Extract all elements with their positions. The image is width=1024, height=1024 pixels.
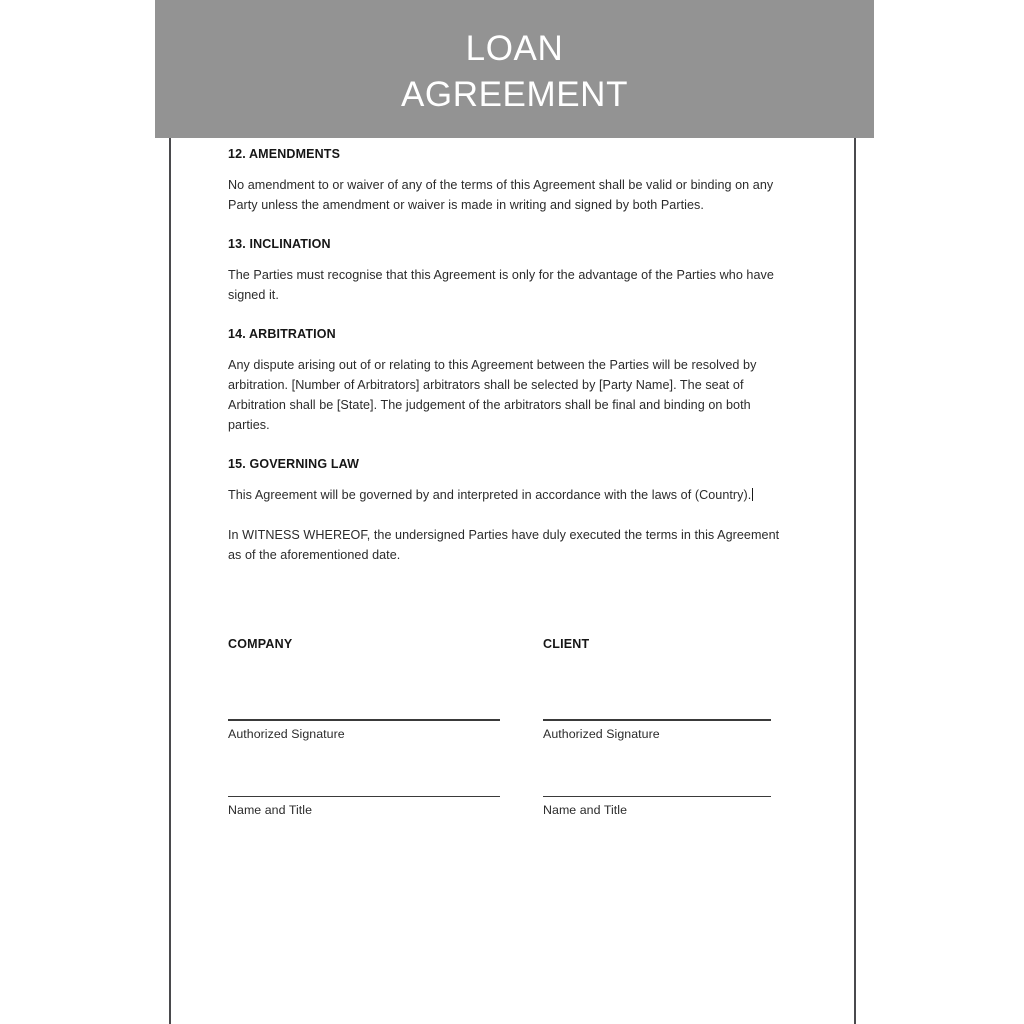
client-name-title-rule	[543, 796, 771, 798]
company-signature-field[interactable]	[228, 719, 500, 743]
client-signature-field[interactable]	[543, 719, 771, 743]
section-heading-arbitration: 14. ARBITRATION	[228, 327, 336, 341]
text-cursor-caret	[752, 488, 753, 501]
company-name-title-field[interactable]	[228, 796, 500, 820]
client-signature-caption: Authorized Signature	[543, 726, 660, 741]
document-title-line-2: AGREEMENT	[400, 75, 629, 114]
company-signature-caption: Authorized Signature	[228, 726, 345, 741]
client-signature-rule	[543, 719, 771, 721]
section-body-inclination[interactable]: The Parties must recognise that this Agreement is only for the advantage of the Parties who have signed it.	[228, 268, 774, 302]
section-body-amendments[interactable]: No amendment to or waiver of any of the terms of this Agreement shall be valid or binding on any Party unless the amendment or waiver is made in writing and signed by both Parties.	[228, 178, 774, 212]
section-body-governing-law[interactable]	[228, 485, 794, 505]
section-body-arbitration[interactable]: Any dispute arising out of or relating to this Agreement between the Parties will be resolved by arbitration. [Number of Arbitrators] arbitrators shall be selected by [Party Name]. The seat of Arbitration shall be [State]. The judgement of the arbitrators shall be final and binding on both parties.	[228, 358, 757, 432]
signature-column-company	[228, 636, 500, 819]
client-name-title-field[interactable]	[543, 796, 771, 820]
section-arbitration	[228, 326, 794, 435]
section-heading-governing-law: 15. GOVERNING LAW	[228, 457, 360, 471]
page-border-right	[854, 138, 856, 1024]
governing-law-text: This Agreement will be governed by and interpreted in accordance with the laws of (Country).	[228, 488, 752, 502]
document-text-area[interactable]	[228, 146, 794, 586]
section-heading-inclination: 13. INCLINATION	[228, 237, 331, 251]
document-title-line-1: LOAN	[465, 29, 564, 68]
document-title-banner	[155, 0, 874, 138]
witness-paragraph[interactable]: In WITNESS WHEREOF, the undersigned Parties have duly executed the terms in this Agreement as of the aforementioned date.	[228, 528, 780, 562]
company-name-title-caption: Name and Title	[228, 803, 313, 818]
company-name-title-rule	[228, 796, 500, 798]
company-signature-rule	[228, 719, 500, 721]
section-heading-amendments: 12. AMENDMENTS	[228, 147, 341, 161]
page-border-left	[169, 138, 171, 1024]
signature-column-client	[543, 636, 771, 819]
party-label-client: CLIENT	[543, 637, 590, 651]
client-name-title-caption: Name and Title	[543, 803, 628, 818]
section-amendments	[228, 146, 794, 215]
section-inclination	[228, 236, 794, 305]
party-label-company: COMPANY	[228, 637, 293, 651]
section-governing-law	[228, 456, 794, 505]
